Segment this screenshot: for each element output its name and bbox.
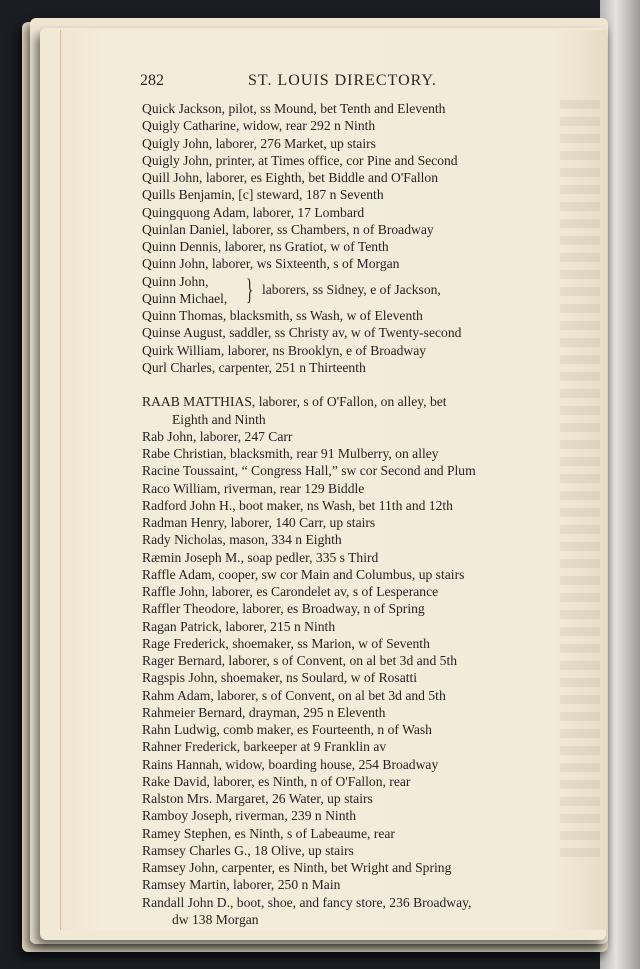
list-item: Quinn Thomas, blacksmith, ss Wash, w of Eleventh — [142, 308, 423, 323]
list-item: Quinn Dennis, laborer, ns Gratiot, w of Tenth — [142, 239, 389, 254]
list-item: Raco William, riverman, rear 129 Biddle — [142, 480, 365, 496]
list-item: Randall John D., boot, shoe, and fancy store, 236 Broadway, — [142, 894, 472, 910]
list-item: Qurl Charles, carpenter, 251 n Thirteenth — [142, 359, 366, 375]
list-item: Rains Hannah, widow, boarding house, 254 Broadway — [142, 756, 439, 772]
list-item: Rahm Adam, laborer, s of Convent, on al bet 3d and 5th — [142, 687, 446, 703]
page-title: ST. LOUIS DIRECTORY. — [248, 72, 437, 89]
brace-icon: } — [246, 272, 254, 306]
braced-list-item — [142, 273, 562, 308]
list-item: Quills Benjamin, [c] steward, 187 n Seventh — [142, 187, 384, 203]
brace-names — [142, 273, 227, 308]
list-item-continuation: dw 138 Morgan — [172, 911, 259, 927]
list-item: Quirk William, laborer, ns Brooklyn, e of Broadway — [142, 342, 427, 358]
list-item: Rahmeier Bernard, drayman, 295 n Eleventh — [142, 704, 386, 720]
directory-listing — [142, 100, 562, 928]
list-item-section-start: RAAB MATTHIAS, laborer, s of O'Fallon, on alley, bet — [142, 394, 447, 410]
list-item: Ramsey Martin, laborer, 250 n Main — [142, 877, 341, 893]
list-item: Rager Bernard, laborer, s of Convent, on al bet 3d and 5th — [142, 653, 458, 668]
list-item: Ragspis John, shoemaker, ns Soulard, w of Rosatti — [142, 670, 418, 686]
list-item: Ramboy Joseph, riverman, 239 n Ninth — [142, 808, 357, 824]
list-item: Ræmin Joseph M., soap pedler, 335 s Third — [142, 549, 379, 565]
section-spacer — [142, 376, 562, 393]
page-header — [140, 72, 540, 94]
list-item: Rab John, laborer, 247 Carr — [142, 428, 293, 444]
brace-name: Quinn Michael, — [142, 290, 228, 306]
list-item: Rage Frederick, shoemaker, ss Marion, w of Seventh — [142, 635, 430, 651]
list-item: Ragan Patrick, laborer, 215 n Ninth — [142, 618, 336, 634]
list-item: Quinn John, laborer, ws Sixteenth, s of Morgan — [142, 256, 400, 272]
list-item: Ramey Stephen, es Ninth, s of Labeaume, rear — [142, 825, 395, 841]
list-item: Rabe Christian, blacksmith, rear 91 Mulberry, on alley — [142, 446, 439, 461]
list-item: Raffle John, laborer, es Carondelet av, s of Lesperance — [142, 584, 439, 599]
brace-name: Quinn John, — [142, 273, 209, 289]
list-item: Ramsey John, carpenter, es Ninth, bet Wright and Spring — [142, 860, 452, 875]
list-item: Quinlan Daniel, laborer, ss Chambers, n of Broadway — [142, 221, 434, 237]
list-item: Radford John H., boot maker, ns Wash, bet 11th and 12th — [142, 497, 453, 513]
list-item: Rady Nicholas, mason, 334 n Eighth — [142, 532, 342, 548]
list-item: Quigly John, printer, at Times office, cor Pine and Second — [142, 152, 458, 168]
list-item: Rahn Ludwig, comb maker, es Fourteenth, n of Wash — [142, 722, 432, 737]
list-item: Raffle Adam, cooper, sw cor Main and Columbus, up stairs — [142, 566, 465, 582]
show-through-text — [560, 100, 600, 860]
list-item: Rake David, laborer, es Ninth, n of O'Fallon, rear — [142, 773, 411, 789]
list-item: Ramsey Charles G., 18 Olive, up stairs — [142, 842, 354, 858]
brace-description: laborers, ss Sidney, e of Jackson, — [262, 281, 441, 297]
page-number: 282 — [140, 72, 164, 89]
list-item: Quick Jackson, pilot, ss Mound, bet Tenth and Eleventh — [142, 101, 446, 116]
list-item: Quinse August, saddler, ss Christy av, w of Twenty-second — [142, 325, 462, 341]
list-item: Rahner Frederick, barkeeper at 9 Franklin av — [142, 739, 387, 755]
list-item: Quigly Catharine, widow, rear 292 n Ninth — [142, 118, 376, 134]
list-item: Radman Henry, laborer, 140 Carr, up stairs — [142, 515, 376, 530]
list-item: Raffler Theodore, laborer, es Broadway, n of Spring — [142, 601, 425, 617]
list-item: Racine Toussaint, “ Congress Hall,” sw cor Second and Plum — [142, 463, 476, 479]
list-item: Quigly John, laborer, 276 Market, up stairs — [142, 135, 376, 151]
list-item: Quingquong Adam, laborer, 17 Lombard — [142, 204, 365, 220]
list-item: Quill John, laborer, es Eighth, bet Biddle and O'Fallon — [142, 170, 439, 185]
list-item-continuation: Eighth and Ninth — [172, 411, 266, 427]
list-item: Ralston Mrs. Margaret, 26 Water, up stairs — [142, 791, 373, 806]
